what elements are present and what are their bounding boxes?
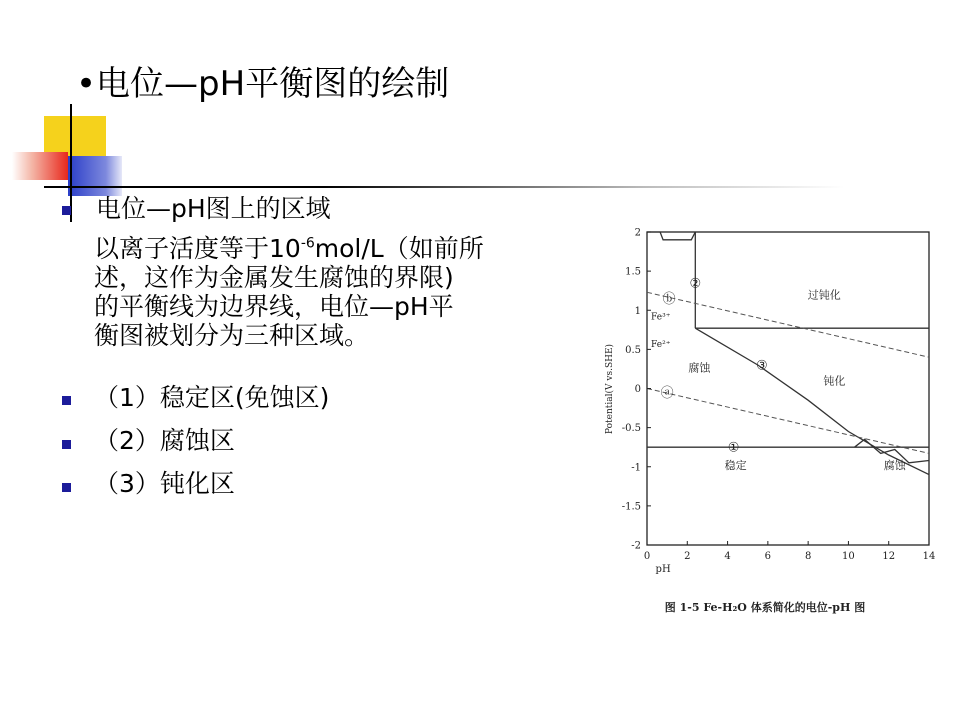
x-tick-label: 0 (643, 551, 651, 562)
y-tick-label: 2 (634, 227, 641, 239)
y-tick-label: 1.5 (625, 266, 641, 278)
x-axis-label: pH (655, 564, 671, 575)
line-number-label: ③ (755, 358, 768, 374)
y-axis-label: Potential(V vs.SHE) (605, 343, 615, 435)
y-tick-label: 1 (634, 305, 641, 317)
equilibrium-line (647, 389, 929, 454)
bullet-marker (62, 396, 71, 405)
x-tick-label: 4 (724, 551, 731, 562)
y-tick-label: 0.5 (625, 344, 641, 356)
bullet-item-2: （2）腐蚀区 (94, 426, 235, 455)
region-label: 腐蚀 (883, 459, 906, 473)
line-number-label: ⓑ (662, 292, 676, 308)
bullet-marker (62, 483, 71, 492)
deco-blue-square (68, 156, 122, 196)
y-tick-label: -2 (631, 540, 641, 552)
paragraph-line-2: 述，这作为金属发生腐蚀的界限) (94, 263, 454, 292)
y-tick-label: -1.5 (621, 501, 641, 513)
y-tick-label: 0 (634, 384, 641, 395)
paragraph (94, 234, 584, 350)
species-label: Fe²⁺ (651, 340, 671, 351)
equilibrium-line (647, 292, 929, 357)
figure-caption: 图 1-5 Fe-H₂O 体系简化的电位-pH 图 (664, 601, 866, 614)
paragraph-line-4: 衡图被划分为三种区域。 (94, 321, 370, 350)
title-rule (44, 186, 844, 188)
region-label: 过钝化 (807, 288, 841, 302)
line-number-label: ② (689, 276, 702, 292)
x-tick-label: 12 (882, 551, 896, 562)
region-label: 腐蚀 (688, 361, 711, 375)
y-tick-label: -0.5 (621, 423, 641, 435)
section-heading: 电位—pH图上的区域 (96, 194, 331, 223)
x-tick-label: 8 (804, 551, 812, 562)
bullet-marker (62, 440, 71, 449)
species-label: Fe³⁺ (651, 312, 671, 323)
line-number-label: ⓐ (660, 385, 674, 401)
paragraph-line-1: 以离子活度等于$10^{-6}mol/L$（如前所 (94, 234, 484, 263)
x-tick-label: 2 (684, 551, 691, 562)
equilibrium-line (647, 232, 695, 240)
y-tick-label: -1 (631, 462, 641, 474)
deco-vertical-line (70, 104, 72, 222)
paragraph-line-3: 的平衡线为边界线，电位—pH平 (94, 292, 454, 321)
bullet-item-1: （1）稳定区(免蚀区) (94, 383, 330, 412)
x-tick-label: 10 (842, 551, 855, 562)
bullet-marker (62, 206, 71, 215)
x-tick-label: 6 (764, 551, 772, 562)
page-title: •电位—pH平衡图的绘制 (76, 64, 450, 104)
region-label: 钝化 (823, 374, 846, 388)
region-label: 稳定 (724, 459, 747, 473)
potential-ph-diagram (590, 215, 950, 635)
x-tick-label: 14 (922, 551, 936, 562)
bullet-item-3: （3）钝化区 (94, 469, 235, 498)
line-number-label: ① (727, 440, 740, 456)
deco-red-square (12, 152, 68, 180)
